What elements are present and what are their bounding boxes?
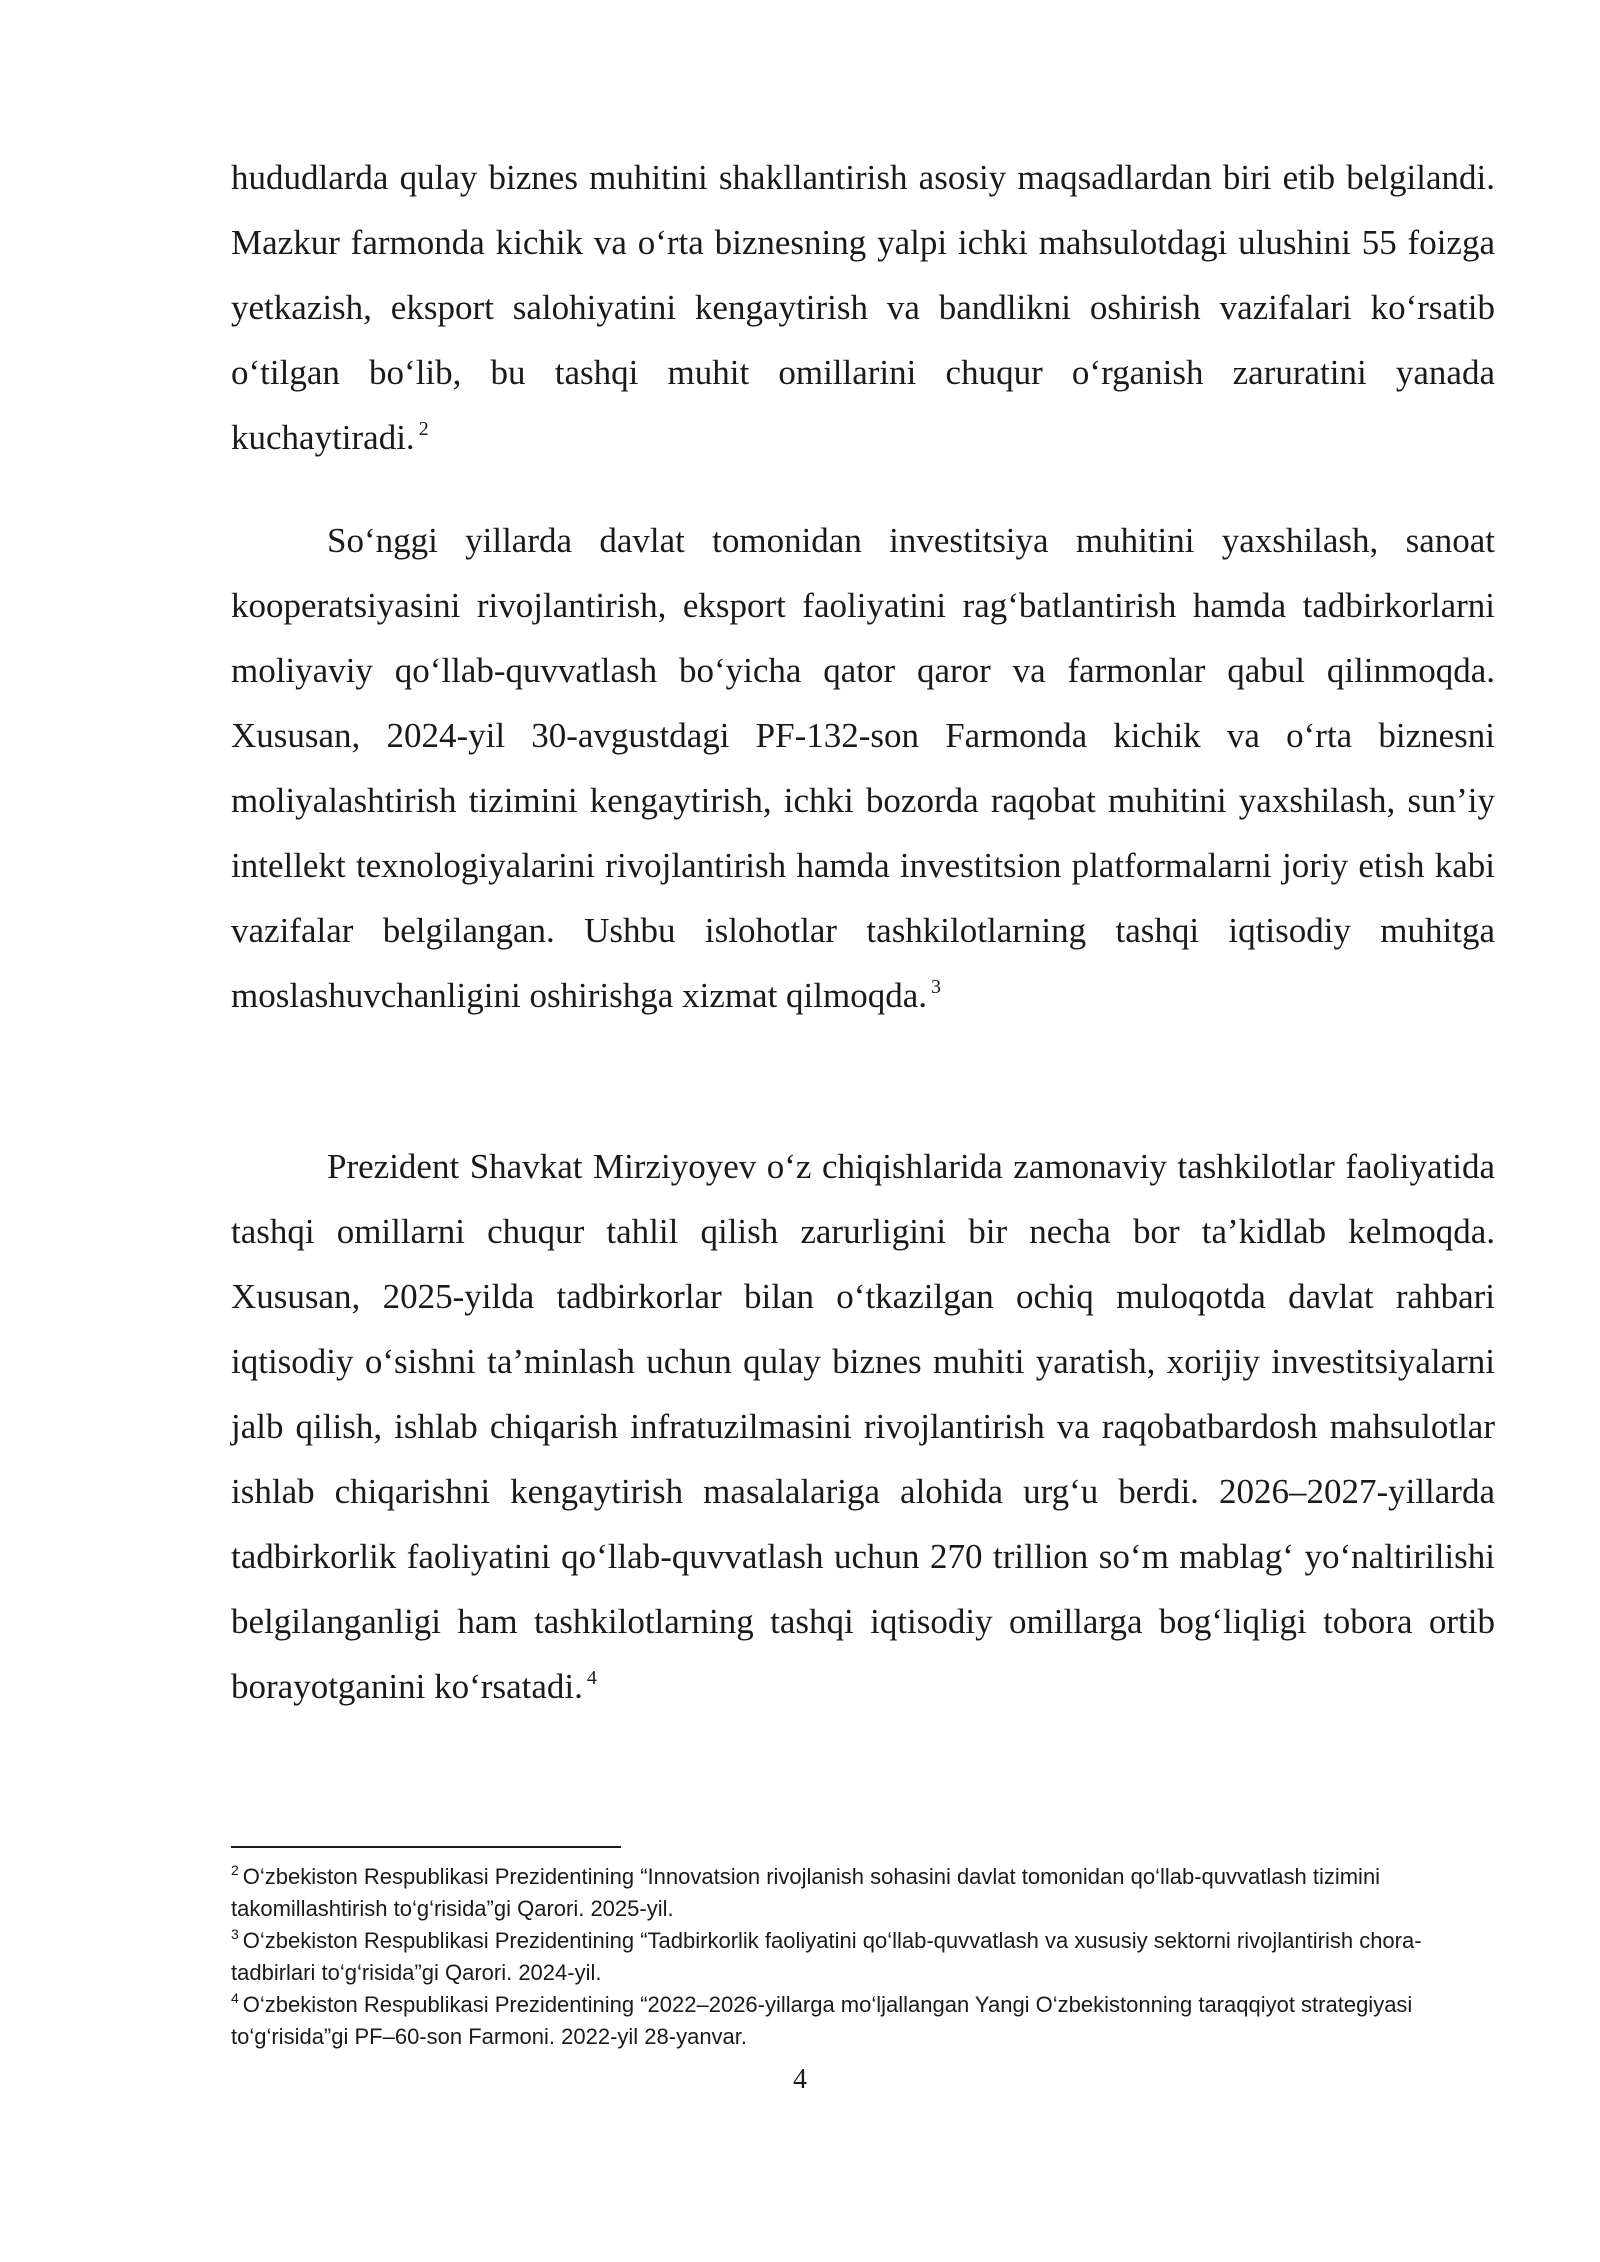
- paragraph-2: [231, 508, 1495, 1028]
- paragraph-3: [231, 1134, 1495, 1719]
- footnote-ref-2[interactable]: 2: [418, 418, 429, 440]
- footnote-separator: [231, 1846, 621, 1848]
- footnote-text: O‘zbekiston Respublikasi Prezidentining “Tadbirkorlik faoliyatini qo‘llab-quvvatlash va xususiy sektorni rivojlantirish chora-tadbirlari to‘g‘risida”gi Qarori. 2024-yil.: [231, 1928, 1422, 1985]
- paragraph-3-text: Prezident Shavkat Mirziyoyev o‘z chiqishlarida zamonaviy tashkilotlar faoliyatida tashqi omillarni chuqur tahlil qilish zarurligini bir necha bor ta’kidlab kelmoqda. Xususan, 2025-yilda tadbirkorlar bilan o‘tkazilgan ochiq muloqotda davlat rahbari iqtisodiy o‘sishni ta’minlash uchun qulay biznes muhiti yaratish, xorijiy investitsiyalarni jalb qilish, ishlab chiqarish infratuzilmasini rivojlantirish va raqobatbardosh mahsulotlar ishlab chiqarishni kengaytirish masalalariga alohida urg‘u berdi. 2026–2027-yillarda tadbirkorlik faoliyatini qo‘llab-quvvatlash uchun 270 trillion so‘m mablag‘ yo‘naltirilishi belgilanganligi ham tashkilotlarning tashqi iqtisodiy omillarga bog‘liqligi tobora ortib borayotganini ko‘rsatadi.: [231, 1147, 1495, 1706]
- footnote-text: O‘zbekiston Respublikasi Prezidentining “Innovatsion rivojlanish sohasini davlat tomonidan qo‘llab-quvvatlash tizimini takomillashtirish to‘g‘risida”gi Qarori. 2025-yil.: [231, 1864, 1381, 1921]
- footnotes-section: [231, 1861, 1495, 2053]
- paragraph-2-text: So‘nggi yillarda davlat tomonidan investitsiya muhitini yaxshilash, sanoat kooperatsiyasini rivojlantirish, eksport faoliyatini rag‘batlantirish hamda tadbirkorlarni moliyaviy qo‘llab-quvvatlash bo‘yicha qator qaror va farmonlar qabul qilinmoqda. Xususan, 2024-yil 30-avgustdagi PF-132-son Farmonda kichik va o‘rta biznesni moliyalashtirish tizimini kengaytirish, ichki bozorda raqobat muhitini yaxshilash, sun’iy intellekt texnologiyalarini rivojlantirish hamda investitsion platformalarni joriy etish kabi vazifalar belgilangan. Ushbu islohotlar tashkilotlarning tashqi iqtisodiy muhitga moslashuvchanligini oshirishga xizmat qilmoqda.: [231, 521, 1495, 1015]
- footnote-number: 3: [231, 1926, 239, 1942]
- footnote-4: [231, 1989, 1495, 2053]
- footnote-number: 2: [231, 1862, 239, 1878]
- footnote-2: [231, 1861, 1495, 1925]
- footnote-number: 4: [231, 1990, 239, 2006]
- footnote-ref-4[interactable]: 4: [586, 1667, 597, 1689]
- paragraph-1: [231, 145, 1495, 470]
- paragraph-1-text: hududlarda qulay biznes muhitini shakllantirish asosiy maqsadlardan biri etib belgilandi. Mazkur farmonda kichik va o‘rta biznesning yalpi ichki mahsulotdagi ulushini 55 foizga yetkazish, eksport salohiyatini kengaytirish va bandlikni oshirish vazifalari ko‘rsatib o‘tilgan bo‘lib, bu tashqi muhit omillarini chuqur o‘rganish zaruratini yanada kuchaytiradi.: [231, 158, 1495, 457]
- page-number: 4: [793, 2064, 807, 2095]
- footnote-ref-3[interactable]: 3: [931, 976, 942, 998]
- footnote-3: [231, 1925, 1495, 1989]
- footnote-text: O‘zbekiston Respublikasi Prezidentining “2022–2026-yillarga mo‘ljallangan Yangi O‘zbekistonning taraqqiyot strategiyasi to‘g‘risida”gi PF–60-son Farmoni. 2022-yil 28-yanvar.: [231, 1992, 1413, 2049]
